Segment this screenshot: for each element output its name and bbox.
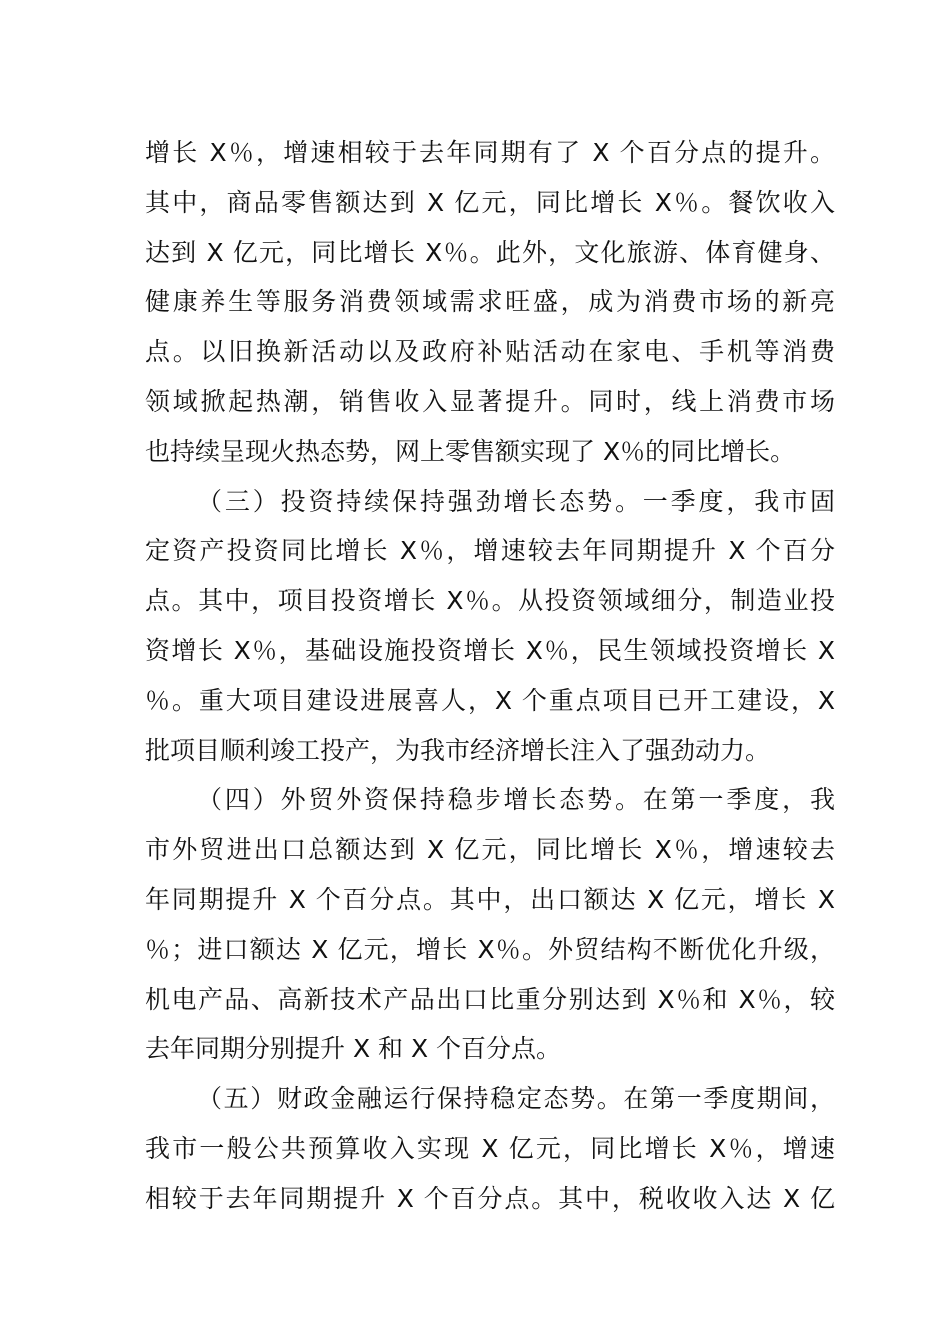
- section-heading-line: （四）外贸外资保持稳步增长态势。在第一季度，我: [197, 785, 835, 815]
- text-line: 点。以旧换新活动以及政府补贴活动在家电、手机等消费: [145, 337, 835, 367]
- text-line: 也持续呈现火热态势，网上零售额实现了 X％的同比增长。: [145, 436, 796, 466]
- text-line: 去年同期分别提升 X 和 X 个百分点。: [145, 1034, 562, 1064]
- text-line: 批项目顺利竣工投产，为我市经济增长注入了强劲动力。: [145, 735, 771, 765]
- text-line: 机电产品、高新技术产品出口比重分别达到 X％和 X％，较: [145, 984, 835, 1014]
- section-heading-line: （五）财政金融运行保持稳定态势。在第一季度期间，: [197, 1084, 835, 1114]
- text-line: 资增长 X％，基础设施投资增长 X％，民生领域投资增长 X: [145, 635, 835, 665]
- text-line: 达到 X 亿元，同比增长 X％。此外，文化旅游、体育健身、: [145, 237, 835, 267]
- text-line: 市外贸进出口总额达到 X 亿元，同比增长 X％，增速较去: [145, 835, 835, 865]
- text-line: 年同期提升 X 个百分点。其中，出口额达 X 亿元，增长 X: [145, 884, 835, 914]
- document-body: [145, 128, 835, 1224]
- text-line: 点。其中，项目投资增长 X％。从投资领域细分，制造业投: [145, 586, 835, 616]
- text-line: 领域掀起热潮，销售收入显著提升。同时，线上消费市场: [145, 386, 835, 416]
- text-line: 定资产投资同比增长 X％，增速较去年同期提升 X 个百分: [145, 536, 835, 566]
- text-line: 其中，商品零售额达到 X 亿元，同比增长 X％。餐饮收入: [145, 187, 835, 217]
- text-line: ％。重大项目建设进展喜人，X 个重点项目已开工建设，X: [145, 685, 835, 715]
- text-line: 我市一般公共预算收入实现 X 亿元，同比增长 X％，增速: [145, 1133, 835, 1163]
- text-line: ％；进口额达 X 亿元，增长 X％。外贸结构不断优化升级，: [145, 934, 835, 964]
- text-line: 增长 X％，增速相较于去年同期有了 X 个百分点的提升。: [145, 138, 835, 167]
- section-heading-line: （三）投资持续保持强劲增长态势。一季度，我市固: [197, 486, 835, 516]
- text-line: 健康养生等服务消费领域需求旺盛，成为消费市场的新亮: [145, 287, 835, 317]
- text-line: 相较于去年同期提升 X 个百分点。其中，税收收入达 X 亿: [145, 1183, 835, 1213]
